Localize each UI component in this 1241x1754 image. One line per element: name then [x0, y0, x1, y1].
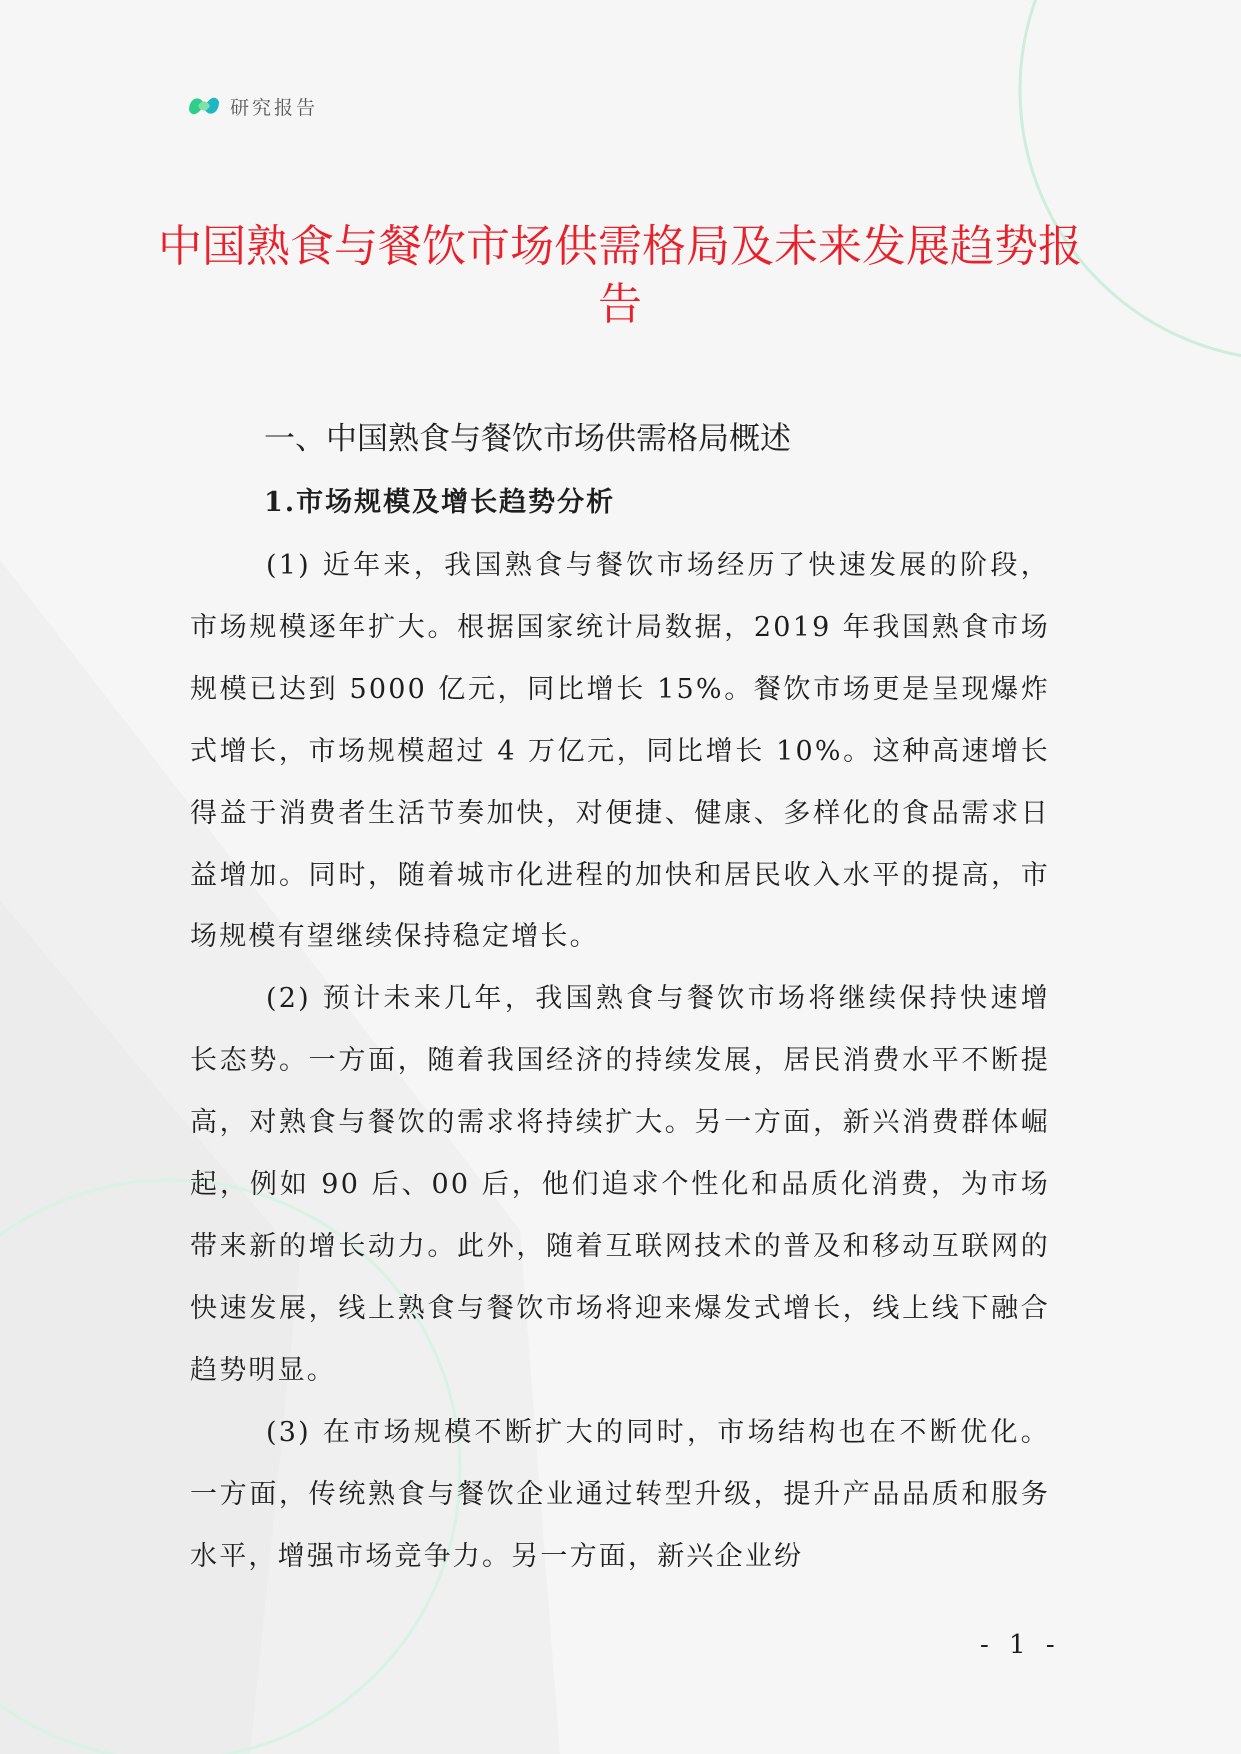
paragraph-3: (3) 在市场规模不断扩大的同时，市场结构也在不断优化。一方面，传统熟食与餐饮企业通过转型升级，提升产品品质和服务水平，增强市场竞争力。另一方面，新兴企业纷: [190, 1416, 1050, 1572]
body-text: [190, 535, 1050, 1587]
brand-leaf-logo: [186, 88, 222, 124]
sub-heading: 1.市场规模及增长趋势分析: [264, 487, 616, 518]
document-title: 中国熟食与餐饮市场供需格局及未来发展趋势报告: [158, 221, 1082, 330]
page-number: - 1 -: [980, 1630, 1061, 1660]
section-heading: 一、中国熟食与餐饮市场供需格局概述: [264, 421, 791, 457]
report-header: [186, 88, 318, 124]
paragraph-1: (1) 近年来，我国熟食与餐饮市场经历了快速发展的阶段，市场规模逐年扩大。根据国家统计局数据，2019 年我国熟食市场规模已达到 5000 亿元，同比增长 15%。餐饮市场更是呈现爆炸式增长，市场规模超过 4 万亿元，同比增长 10%。这种高速增长得益于消费者生活节奏加快，对便捷、健康、多样化的食品需求日益增加。同时，随着城市化进程的加快和居民收入水平的提高，市场规模有望继续保持稳定增长。: [190, 550, 1050, 953]
report-type-label: 研究报告: [230, 96, 319, 119]
paragraph-2: (2) 预计未来几年，我国熟食与餐饮市场将继续保持快速增长态势。一方面，随着我国经济的持续发展，居民消费水平不断提高，对熟食与餐饮的需求将持续扩大。另一方面，新兴消费群体崛起，例如 90 后、00 后，他们追求个性化和品质化消费，为市场带来新的增长动力。此外，随着互联网技术的普及和移动互联网的快速发展，线上熟食与餐饮市场将迎来爆发式增长，线上线下融合趋势明显。: [190, 983, 1050, 1386]
